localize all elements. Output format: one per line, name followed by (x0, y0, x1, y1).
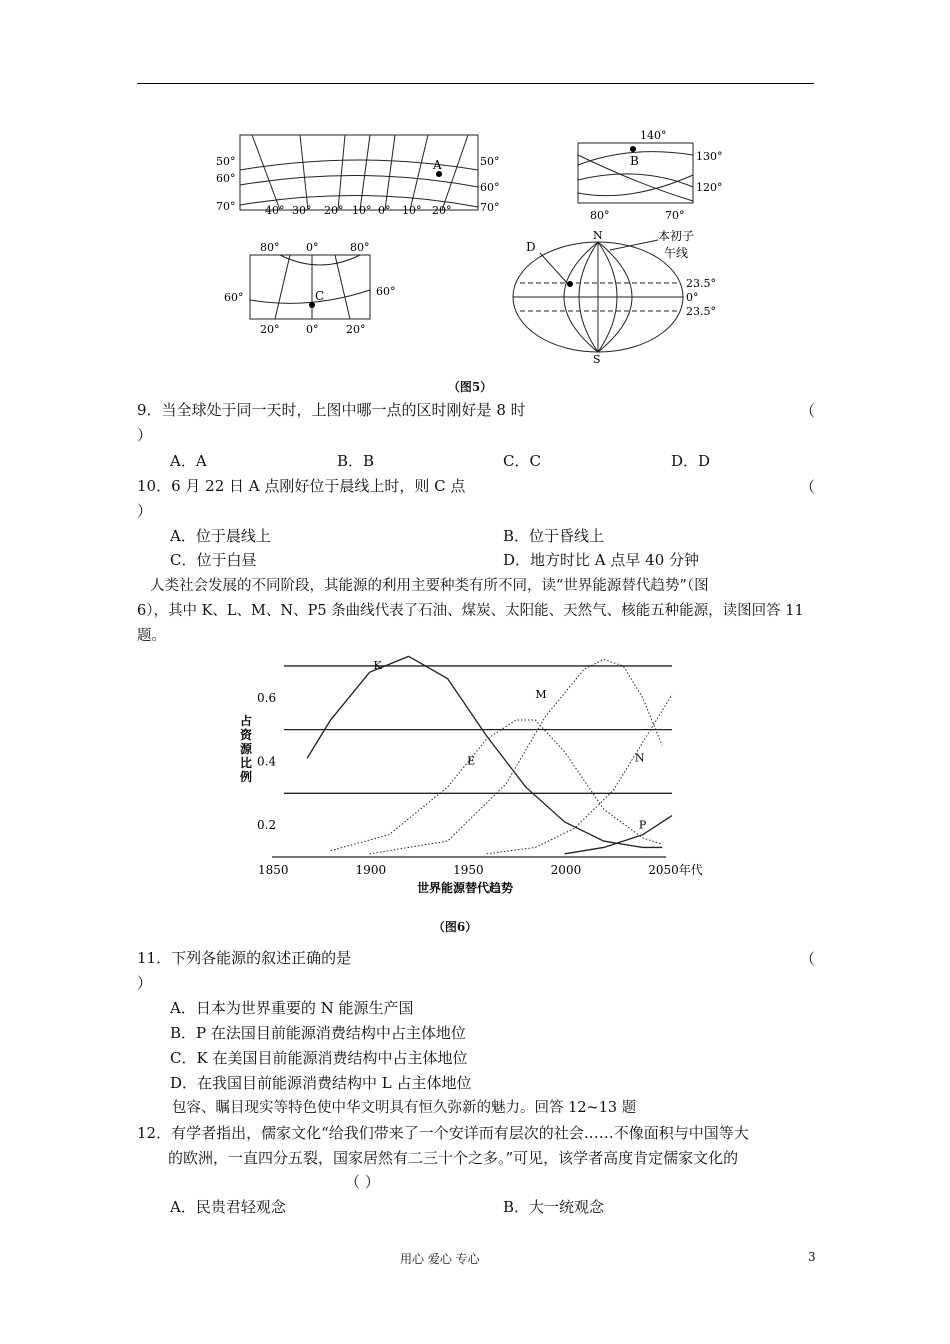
figure-5-caption: （图5） (447, 380, 493, 394)
svg-text:60°: 60° (224, 291, 244, 304)
svg-text:午线: 午线 (664, 246, 689, 260)
q9-stem: 9．当全球处于同一天时，上图中哪一点的区时刚好是 8 时 (137, 401, 526, 419)
svg-text:70°: 70° (480, 201, 500, 214)
map-a (240, 135, 478, 210)
energy-trend-chart (232, 645, 722, 905)
svg-text:120°: 120° (696, 181, 723, 194)
svg-text:C: C (315, 289, 325, 303)
q11-stem: 11．下列各能源的叙述正确的是 (137, 949, 352, 967)
q11-option: A．日本为世界重要的 N 能源生产国 (170, 999, 414, 1017)
q11-paren-open: （ (800, 950, 816, 968)
q9-paren-close: ） (137, 426, 153, 444)
svg-text:80°: 80° (590, 209, 610, 222)
svg-text:40°: 40° (265, 204, 285, 217)
y-axis-label-char: 资 (240, 728, 253, 742)
q10-paren-close: ） (137, 502, 153, 520)
point-d (567, 281, 573, 287)
series-K-line (307, 656, 662, 847)
series-N-label: N (634, 751, 645, 765)
figure-6-caption: （图6） (432, 920, 478, 934)
intro2: 包容、瞩目现实等特色使中华文明具有恒久弥新的魅力。回答 12~13 题 (172, 1100, 637, 1116)
svg-text:70°: 70° (216, 200, 236, 213)
q11-option: B．P 在法国目前能源消费结构中占主体地位 (170, 1024, 466, 1042)
series-E-line (331, 720, 663, 851)
x-tick-label: 1950 (453, 863, 484, 877)
header-rule (137, 83, 814, 84)
svg-text:50°: 50° (480, 155, 500, 168)
series-K-label: K (373, 659, 382, 673)
footer-text: 用心 爱心 专心 (400, 1252, 480, 1266)
q11-paren-close: ） (137, 974, 153, 992)
q12-line: 12．有学者指出，儒家文化“给我们带来了一个安详而有层次的社会……不像面积与中国等大 (137, 1124, 749, 1142)
q9-option: D．D (671, 452, 711, 470)
svg-text:130°: 130° (696, 150, 723, 163)
svg-text:20°: 20° (260, 323, 280, 336)
svg-text:60°: 60° (376, 285, 396, 298)
svg-text:B: B (630, 154, 639, 168)
svg-text:23.5°: 23.5° (686, 305, 716, 318)
q12-option: A．民贵君轻观念 (170, 1198, 286, 1216)
q9-option: B．B (337, 452, 375, 470)
svg-text:50°: 50° (216, 155, 236, 168)
q12-paren: （ ） (345, 1173, 380, 1191)
svg-text:23.5°: 23.5° (686, 277, 716, 290)
map-d (513, 240, 683, 352)
series-M-line (370, 660, 663, 854)
svg-text:10°: 10° (352, 204, 372, 217)
q12-option: B．大一统观念 (503, 1198, 605, 1216)
y-axis-label-char: 源 (240, 742, 253, 756)
svg-text:0°: 0° (378, 204, 391, 217)
x-tick-label: 2050年代 (648, 863, 703, 877)
svg-text:0°: 0° (306, 323, 319, 336)
intro-line: 6），其中 K、L、M、N、P5 条曲线代表了石油、煤炭、太阳能、天然气、核能五种能源，读图回答 11 (137, 603, 804, 619)
q10-stem: 10．6 月 22 日 A 点刚好位于晨线上时，则 C 点 (137, 477, 466, 495)
map-c (250, 255, 370, 319)
figure-5-maps (210, 125, 740, 365)
svg-text:20°: 20° (346, 323, 366, 336)
chart-title: 世界能源替代趋势 (417, 881, 514, 895)
svg-text:10°: 10° (402, 204, 422, 217)
x-tick-label: 1900 (355, 863, 387, 877)
intro-line: 人类社会发展的不同阶段，其能源的利用主要种类有所不同，读“世界能源替代趋势”（图 (150, 578, 709, 594)
q10-paren-open: （ (800, 478, 816, 496)
map-b (578, 143, 693, 203)
page-number: 3 (808, 1250, 816, 1264)
y-axis-label-char: 占 (240, 714, 253, 728)
svg-text:60°: 60° (480, 181, 500, 194)
q10-option: A．位于晨线上 (170, 527, 271, 545)
svg-text:70°: 70° (665, 209, 685, 222)
svg-text:20°: 20° (324, 204, 344, 217)
q11-option: D．在我国目前能源消费结构中 L 占主体地位 (170, 1074, 472, 1092)
q10-option: B．位于昏线上 (503, 527, 605, 545)
q10-option: D．地方时比 A 点早 40 分钟 (503, 551, 700, 569)
x-tick-label: 1850 (258, 863, 289, 877)
q10-option: C．位于白昼 (170, 551, 257, 569)
series-M-label: M (535, 687, 547, 701)
series-P-label: P (638, 818, 647, 832)
svg-text:S: S (593, 353, 601, 365)
svg-text:0°: 0° (306, 241, 319, 254)
svg-text:30°: 30° (292, 204, 312, 217)
series-E-label: E (467, 754, 476, 768)
svg-text:60°: 60° (216, 172, 236, 185)
q11-option: C．K 在美国目前能源消费结构中占主体地位 (170, 1049, 468, 1067)
y-axis-label-char: 比 (240, 756, 253, 770)
point-b (630, 146, 636, 152)
y-axis-label-char: 例 (240, 770, 253, 784)
svg-text:80°: 80° (260, 241, 280, 254)
q12-line: 的欧洲，一直四分五裂，国家居然有二三十个之多。”可见，该学者高度肯定儒家文化的 (168, 1149, 739, 1167)
y-tick-label: 0.4 (257, 754, 277, 769)
label-a: A (433, 158, 442, 172)
svg-text:80°: 80° (350, 241, 370, 254)
y-tick-label: 0.2 (257, 818, 277, 833)
svg-text:0°: 0° (686, 291, 699, 304)
q9-option: C．C (503, 452, 541, 470)
svg-text:20°: 20° (432, 204, 452, 217)
q9-paren-open: （ (800, 402, 816, 420)
svg-text:140°: 140° (640, 129, 667, 142)
svg-text:D: D (526, 240, 536, 254)
y-tick-label: 0.6 (257, 690, 277, 705)
intro-line: 题。 (137, 628, 166, 644)
svg-text:本初子: 本初子 (658, 229, 695, 243)
q9-option: A．A (170, 452, 207, 470)
x-tick-label: 2000 (550, 863, 582, 877)
svg-text:N: N (593, 229, 603, 242)
